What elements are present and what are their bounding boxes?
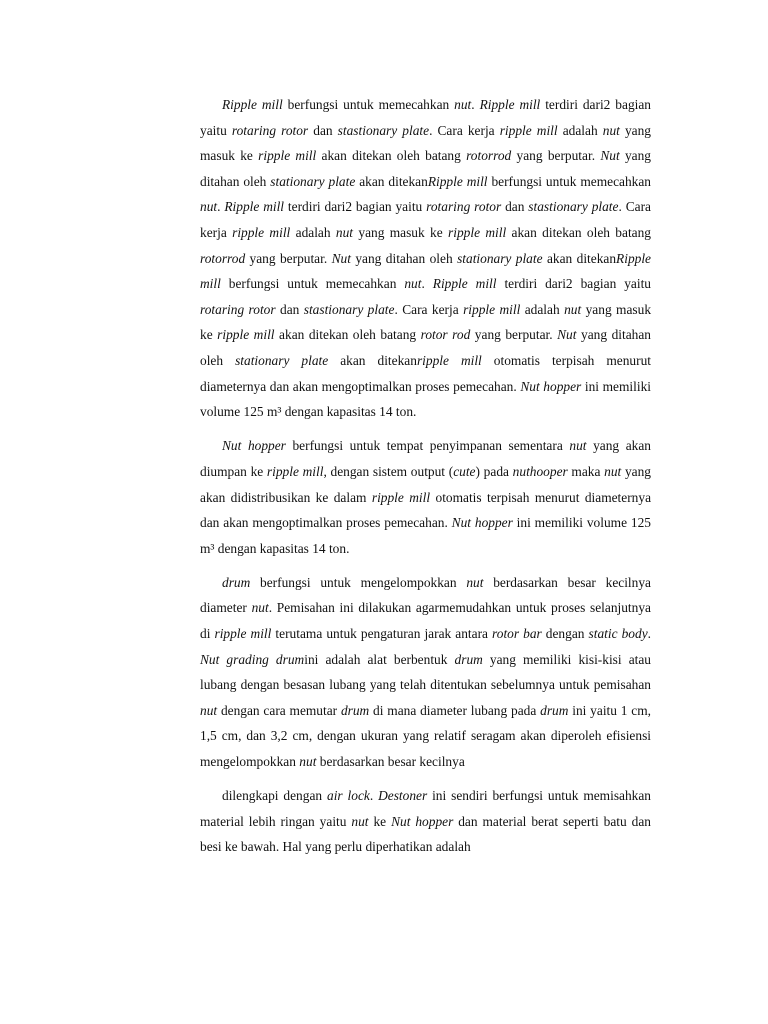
italic-term: Ripple mill <box>200 250 652 292</box>
italic-term: Destoner <box>378 788 428 804</box>
text-run: yang berputar. <box>245 250 332 266</box>
text-run: dan <box>275 301 304 317</box>
italic-term: nut <box>454 97 472 112</box>
text-run: maka <box>567 463 605 479</box>
italic-term: Ripple mill <box>479 97 541 112</box>
italic-term: nut <box>569 438 587 454</box>
text-run: akan ditekan oleh batang <box>316 148 467 164</box>
text-run: berfungsi untuk mengelompokkan <box>250 574 467 590</box>
italic-term: Nut <box>600 148 620 164</box>
italic-term: Nut <box>557 327 577 343</box>
text-run: dengan <box>541 626 589 642</box>
italic-term: Nut grading drum <box>200 651 305 667</box>
text-run: ke <box>368 813 392 829</box>
text-run: ini yaitu 1 cm, 1,5 cm, dan 3,2 cm, dengan ukuran yang relatif seragam akan diperoleh efisiensi mengelompokkan <box>200 702 651 770</box>
paragraph <box>200 433 651 561</box>
italic-term: rotor rod <box>420 327 471 343</box>
text-run: akan ditekan <box>328 352 417 368</box>
italic-term: cute <box>453 463 476 479</box>
italic-term: rotorrod <box>200 250 246 266</box>
italic-term: nut <box>564 301 582 317</box>
italic-term: Nut hopper <box>451 515 513 531</box>
text-run: akan ditekan <box>542 250 617 266</box>
text-run: yang masuk ke <box>353 224 449 240</box>
text-run: . Cara kerja <box>429 122 500 138</box>
italic-term: stationary plate <box>457 250 543 266</box>
italic-term: nut <box>404 276 422 292</box>
italic-term: drum <box>540 702 569 718</box>
italic-term: stationary plate <box>235 352 329 368</box>
text-run: berfungsi untuk memecahkan <box>487 173 651 189</box>
italic-term: Nut hopper <box>222 438 286 454</box>
text-run: dan material berat seperti batu dan besi ke bawah. Hal yang perlu diperhatikan adalah <box>200 813 651 855</box>
text-run: akan ditekan <box>355 173 428 189</box>
text-run: dan <box>308 122 338 138</box>
italic-term: nut <box>351 813 369 829</box>
text-run: akan ditekan oleh batang <box>506 224 652 240</box>
italic-term: static body <box>588 626 648 642</box>
text-run: yang berputar. <box>511 148 601 164</box>
italic-term: drum <box>340 702 370 718</box>
italic-term: Nut hopper <box>520 378 582 394</box>
italic-term: Ripple mill <box>427 173 488 189</box>
text-run: , dengan sistem output ( <box>323 463 454 479</box>
italic-term: ripple mill <box>258 148 317 164</box>
text-run: adalah <box>290 224 336 240</box>
italic-term: rotaring rotor <box>200 301 276 317</box>
italic-term: stationary plate <box>270 173 356 189</box>
italic-term: drum <box>222 574 251 590</box>
text-run: . Cara kerja <box>200 199 651 240</box>
text-run: berdasarkan besar kecilnya diameter <box>200 574 651 616</box>
text-run: ini sendiri berfungsi untuk memisahkan material lebih ringan yaitu <box>200 788 651 829</box>
text-run: berfungsi untuk tempat penyimpanan sementara <box>285 438 570 454</box>
text-run: . Cara kerja <box>394 301 464 317</box>
text-run: berfungsi untuk memecahkan <box>282 97 455 112</box>
text-run: otomatis terpisah menurut diameternya dan akan mengoptimalkan proses pemecahan. <box>200 352 651 394</box>
italic-term: stastionary plate <box>303 301 395 317</box>
italic-term: nuthooper <box>512 463 568 479</box>
italic-term: air lock <box>327 788 370 804</box>
paragraph <box>200 783 651 860</box>
text-run: yang akan didistribusikan ke dalam <box>200 463 652 505</box>
italic-term: rotorrod <box>466 148 512 164</box>
italic-term: stastionary plate <box>337 122 430 138</box>
italic-term: rotaring rotor <box>231 122 309 138</box>
italic-term: Ripple mill <box>222 97 283 112</box>
paragraph <box>200 92 651 425</box>
text-run: yang ditahan oleh <box>200 327 651 368</box>
text-run: adalah <box>557 122 603 138</box>
text-run: di mana diameter lubang pada <box>369 702 541 718</box>
text-run: ini memiliki volume 125 m³ dengan kapasitas 14 ton. <box>200 515 651 556</box>
text-run: dilengkapi dengan <box>222 788 327 804</box>
text-run: yang ditahan oleh <box>200 148 651 189</box>
text-run: terdiri dari2 bagian yaitu <box>284 199 427 215</box>
italic-term: nut <box>604 463 622 479</box>
italic-term: rotor bar <box>492 626 542 642</box>
italic-term: nut <box>602 122 620 138</box>
text-run: yang ditahan oleh <box>350 250 458 266</box>
italic-term: ripple mill <box>448 224 507 240</box>
text-run: adalah <box>520 301 565 317</box>
text-run: . <box>369 788 379 804</box>
italic-term: Nut hopper <box>391 813 454 829</box>
text-run: . <box>647 626 651 642</box>
italic-term: nut <box>466 574 484 590</box>
paragraph <box>200 570 651 775</box>
italic-term: drum <box>454 651 483 667</box>
text-run: . Pemisahan ini dilakukan agarmemudahkan untuk proses selanjutnya di <box>200 600 651 642</box>
text-run: yang masuk ke <box>200 122 651 164</box>
text-run: . <box>471 97 480 112</box>
italic-term: ripple mill <box>499 122 558 138</box>
italic-term: nut <box>251 600 269 616</box>
text-run: otomatis terpisah menurut diameternya dan akan mengoptimalkan proses pemecahan. <box>200 489 652 531</box>
text-run: . <box>421 276 433 292</box>
italic-term: ripple mill <box>416 352 482 368</box>
italic-term: Ripple mill <box>432 276 497 292</box>
text-run: akan ditekan oleh batang <box>274 327 421 343</box>
italic-term: nut <box>299 754 317 770</box>
text-run: dengan cara memutar <box>217 702 341 718</box>
text-run: berdasarkan besar kecilnya <box>316 754 465 770</box>
text-run: yang berputar. <box>470 327 558 343</box>
italic-term: ripple mill <box>232 224 291 240</box>
text-run: yang akan diumpan ke <box>200 438 651 479</box>
text-run: terdiri dari2 bagian yaitu <box>496 276 651 292</box>
italic-term: ripple mill <box>266 463 324 479</box>
text-run: yang masuk ke <box>200 301 652 343</box>
italic-term: nut <box>335 224 354 240</box>
text-run: yang memiliki kisi-kisi atau lubang dengan besasan lubang yang telah ditentukan sebelumnya untuk pemisahan <box>200 651 652 693</box>
italic-term: nut <box>200 702 218 718</box>
italic-term: ripple mill <box>214 626 272 642</box>
italic-term: Nut <box>331 250 351 266</box>
italic-term: rotaring rotor <box>426 199 502 215</box>
italic-term: ripple mill <box>463 301 521 317</box>
text-run: ini adalah alat berbentuk <box>304 651 455 667</box>
italic-term: nut <box>200 199 218 215</box>
text-run: dan <box>501 199 529 215</box>
text-run: ) pada <box>475 463 513 479</box>
document-body <box>200 92 651 860</box>
text-run: berfungsi untuk memecahkan <box>220 276 405 292</box>
text-run: terutama untuk pengaturan jarak antara <box>271 626 493 642</box>
text-run: . <box>217 199 225 215</box>
italic-term: ripple mill <box>217 327 275 343</box>
italic-term: Ripple mill <box>224 199 285 215</box>
italic-term: ripple mill <box>371 489 431 505</box>
text-run: terdiri dari2 bagian yaitu <box>200 97 651 138</box>
italic-term: stastionary plate <box>528 199 619 215</box>
text-run: ini memiliki volume 125 m³ dengan kapasitas 14 ton. <box>200 378 651 420</box>
